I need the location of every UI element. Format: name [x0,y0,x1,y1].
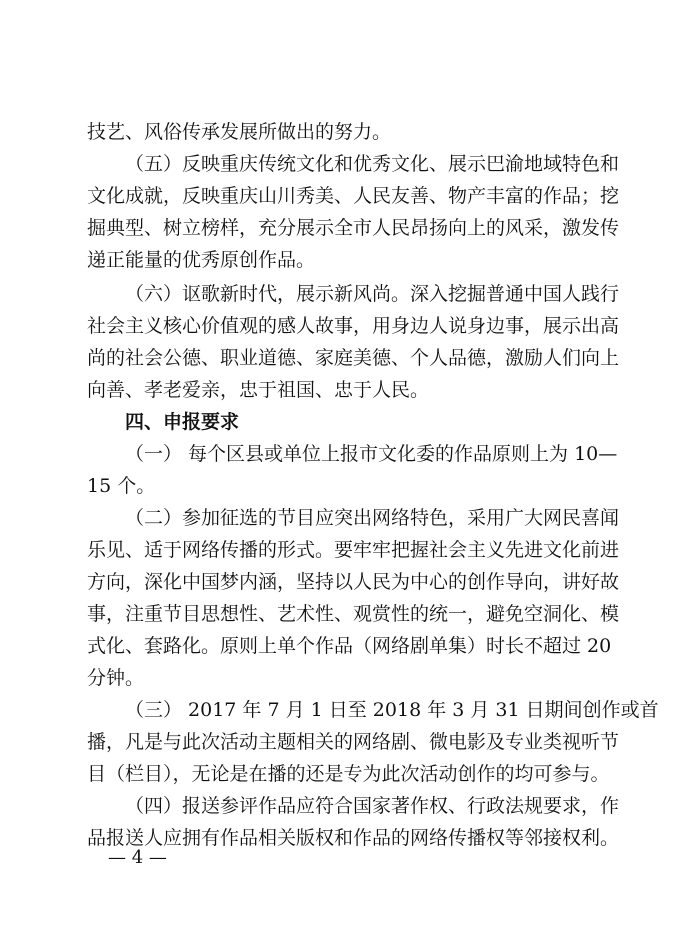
requirement-item-3: （三） 2017 年 7 月 1 日至 2018 年 3 月 31 日期间创作或首 [125,699,659,721]
requirement-item-1: （一） 每个区县或单位上报市文化委的作品原则上为 10— [125,443,618,465]
body-text-line: 掘典型、树立榜样，充分展示全市人民昂扬向上的风采，激发传 [87,217,620,239]
body-text-line: 分钟。 [87,667,145,689]
paragraph-item-5: （五）反映重庆传统文化和优秀文化、展示巴渝地域特色和 [125,153,620,175]
body-text-line: 品报送人应拥有作品相关版权和作品的网络传播权等邻接权利。 [87,827,620,849]
section-heading: 四、申报要求 [125,411,240,433]
requirement-item-2: （二）参加征选的节目应突出网络特色，采用广大网民喜闻 [125,507,620,529]
body-text-line: 向善、孝老爱亲，忠于祖国、忠于人民。 [87,379,430,401]
body-text-line: 事，注重节目思想性、艺术性、观赏性的统一，避免空洞化、模 [87,603,620,625]
page-number: — 4 — [108,847,167,868]
body-text-line: 递正能量的优秀原创作品。 [87,249,316,271]
body-text-line: 方向，深化中国梦内涵，坚持以人民为中心的创作导向，讲好故 [87,571,620,593]
body-text-line: 乐见、适于网络传播的形式。要牢牢把握社会主义先进文化前进 [87,539,620,561]
body-text-line: 尚的社会公德、职业道德、家庭美德、个人品德，激励人们向上 [87,347,620,369]
body-text-line: 文化成就，反映重庆山川秀美、人民友善、物产丰富的作品；挖 [87,185,620,207]
body-text-line: 15 个。 [87,475,156,497]
body-text-line: 目（栏目），无论是在播的还是专为此次活动创作的均可参与。 [87,763,610,785]
body-text-line: 式化、套路化。原则上单个作品（网络剧单集）时长不超过 20 [87,635,612,657]
paragraph-item-6: （六）讴歌新时代，展示新风尚。深入挖掘普通中国人践行 [125,283,620,305]
body-text-line: 播，凡是与此次活动主题相关的网络剧、微电影及专业类视听节 [87,731,620,753]
body-text-line: 技艺、风俗传承发展所做出的努力。 [87,121,392,143]
body-text-line: 社会主义核心价值观的感人故事，用身边人说身边事，展示出高 [87,315,620,337]
requirement-item-4: （四）报送参评作品应符合国家著作权、行政法规要求，作 [125,795,620,817]
